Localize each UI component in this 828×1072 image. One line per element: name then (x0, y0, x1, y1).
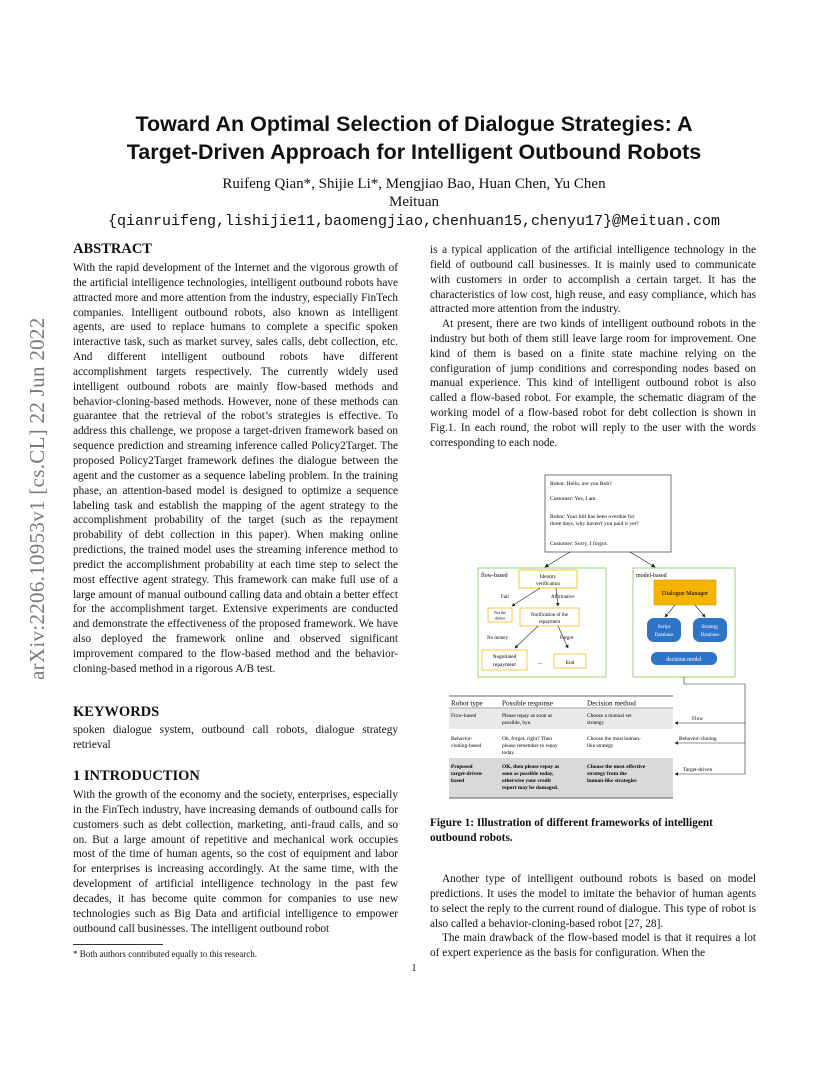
comparison-table (449, 696, 673, 798)
table-cell: report may be damaged. (502, 785, 559, 791)
keywords-text: spoken dialogue system, outbound call robots, dialogue strategy retrieval (73, 724, 398, 751)
author-list: Ruifeng Qian*, Shijie Li*, Mengjiao Bao, Huan Chen, Yu Chen (222, 176, 606, 192)
table-header-cell: Robot type (451, 699, 483, 708)
strategy-database (693, 618, 727, 642)
node-label: Identity (539, 574, 557, 580)
intro-paragraph-1: is a typical application of the artificial intelligence technology in the field of outbound call businesses. It is mainly used to communicate with customers in order to accomplish a certain target. It has the characteristics of low cost, high reuse, and easy compliance, which has attracted more attention from the industry. (430, 244, 756, 316)
abstract-text: With the rapid development of the Internet and the vigorous growth of the artificial intelligence technologies, intelligent outbound robots have attracted more and more attention from the industry, especially FinTech companies. Intelligent outbound robots, also known as intelligent agents, are used to replace humans to complete a specific spoken interactive task, such as market survey, sales calls, debt collection, etc. And different intelligent outbound robots have different accomplishment targets respectively. The currently widely used intelligent outbound robots are mainly flow-based methods and behavior-cloning-based methods. However, none of these methods can guarantee that the retrieval of the robot’s strategies is effective. To address this challenge, we propose a target-driven framework based on sequence prediction and streaming inference called Policy2Target. The proposed Policy2Target framework defines the dialogue between the agent and the customer as a sequence labeling problem. In the training phase, an attention-based model is designed to optimize a sequence labeling task and establish the mapping of the agent strategy to the accomplishment probability of the target (such as the repayment probability of debt collection in this paper). When making online predictions, the trained model uses the streaming inference method to predict the accomplishment probability at each time step to select the most effective agent strategy. This framework can make full use of a large amount of manual outbound calling data and obtain a better effect for the accomplishment target. Extensive experiments are conducted and demonstrate the effectiveness of the proposed framework. We have also deployed the framework online and observed significant improvement compared to the flow-based method and the behavior-cloning-based method in a rigorous A/B test. (73, 262, 398, 675)
table-cell: target-driven- (451, 771, 484, 777)
table-cell: Flow-based (451, 713, 477, 719)
introduction-heading: 1 INTRODUCTION (73, 768, 200, 784)
table-cell: Please repay as soon as (502, 713, 553, 719)
dialogue-line: Robot: Your bill has been overdue for (550, 514, 635, 520)
intro-paragraph-2: At present, there are two kinds of intelligent outbound robots in the industry but both of them still leave large room for improvement. One kind of them is based on a finite state machine relying on the configuration of jump conditions and corresponding nodes based on manual experience. This kind of intelligent outbound robot is also called a flow-based robot. For example, the schematic diagram of the working model of a flow-based robot for debt collection is shown in Fig.1. In each round, the robot will reply to the user with the words corresponding to each node. (430, 318, 756, 449)
table-row (449, 709, 673, 729)
node-label: verification (536, 581, 560, 587)
dialogue-line: Customer: Sorry, I forgot. (550, 541, 608, 547)
figure-1-diagram (430, 466, 756, 811)
table-cell: Choose a manual set (587, 713, 632, 719)
ellipsis: ... (538, 660, 543, 666)
table-cell: Proposed (451, 764, 473, 770)
affirmative-label: Affirmative (551, 595, 575, 600)
node-label: Strategy (701, 624, 719, 630)
target-driven-arrow-label: Target-driven (683, 767, 713, 773)
page-number: 1 (411, 963, 417, 974)
figure-1 (430, 466, 756, 811)
script-database (647, 618, 681, 642)
forgot-label: Forgot (560, 636, 574, 641)
node-label: Notification of the (531, 613, 568, 618)
email-list: {qianruifeng,lishijie11,baomengjiao,chenhuan15,chenyu17}@Meituan.com (107, 213, 721, 230)
figure-caption: Figure 1: Illustration of different frameworks of intelligent outbound robots. (430, 817, 713, 844)
node-label: repayment (493, 662, 516, 668)
keywords-heading: KEYWORDS (73, 704, 160, 720)
table-cell: like strategy (587, 743, 614, 749)
table-cell: Choose the most human- (587, 736, 641, 742)
table-cell: OK, then please repay as (502, 764, 560, 770)
table-cell: otherwise your credit (502, 778, 551, 784)
introduction-text: With the growth of the economy and the society, enterprises, especially in the FinTech industry, have increasing demands of outbound calls for customers such as debt collection, marketing, anti-fraud calls, and so on. But a large amount of repetitive and mechanical work occupies most of the time of human agents, so the cost of equipment and labor for enterprises is increasing accordingly. At the same time, with the development of artificial intelligence technology in the past few decades, it has become quite common for companies to use new technologies such as Big Data and artificial intelligence to empower outbound call businesses. The intelligent outbound robot (73, 789, 398, 935)
fail-label: Fail (501, 595, 509, 600)
table-cell: based (451, 778, 465, 784)
table-cell: possible, bye. (502, 720, 532, 726)
table-cell: soon as possible today, (502, 771, 554, 777)
dialogue-to-flow-arrow (545, 552, 570, 567)
table-cell: Choose the most effective (587, 764, 646, 770)
abstract-heading: ABSTRACT (73, 241, 152, 257)
footnote-rule (73, 944, 163, 945)
node-label: Database (700, 632, 720, 638)
table-header-cell: Possible response (502, 699, 553, 708)
node-label: debtor (494, 615, 506, 621)
paper-title (60, 110, 768, 166)
footnote: * Both authors contributed equally to this research. (73, 949, 257, 959)
node-label: Not the (494, 610, 506, 615)
affiliation: Meituan (389, 194, 439, 210)
title-line-1: Toward An Optimal Selection of Dialogue Strategies: A (135, 112, 693, 136)
node-label: Dialogue Manager (661, 590, 709, 597)
arxiv-side-stamp: arXiv:2206.10953v1 [cs.CL] 22 Jun 2022 (25, 317, 49, 680)
behavior-cloning-arrow-label: Behavior-cloning (679, 736, 717, 742)
table-cell: human-like strategies (587, 778, 637, 784)
table-cell: today. (502, 750, 515, 756)
node-label: End (565, 660, 575, 666)
intro-paragraph-4: The main drawback of the flow-based model is that it requires a lot of expert experience as the basis for configuration. When the (430, 932, 756, 959)
dialogue-line: Robot: Hello, are you Bob? (550, 481, 612, 487)
table-cell: Oh, forgot, right? Then (502, 736, 552, 742)
intro-paragraph-3: Another type of intelligent outbound robots is based on model predictions. It uses the model to imitate the behavior of human agents to select the reply to the current round of dialogue. This type of robot is also called a behavior-cloning-based robot [27, 28]. (430, 873, 756, 930)
flow-arrow-label: Flow (692, 716, 704, 722)
flow-based-label: flow-based (481, 573, 508, 579)
table-cell: strategy (587, 720, 605, 726)
node-label: Script (657, 624, 671, 630)
dialogue-to-model-arrow (630, 552, 655, 567)
table-cell: Behavior- (451, 736, 473, 742)
no-money-label: No money (487, 636, 508, 641)
node-label: Database (654, 632, 674, 638)
node-label: Negotiated (492, 654, 517, 660)
table-header-cell: Decision method (587, 699, 636, 708)
title-line-2: Target-Driven Approach for Intelligent Outbound Robots (126, 140, 702, 164)
model-based-label: model-based (636, 573, 667, 579)
node-label: repayment (538, 620, 561, 625)
dialogue-line: Customer: Yes, I am. (550, 496, 597, 502)
table-cell: please remember to repay (502, 743, 558, 749)
table-cell: cloning-based (451, 743, 482, 749)
table-cell: strategy from the (587, 771, 627, 777)
table-row (449, 730, 673, 757)
node-label: decision model (666, 657, 702, 663)
dialogue-line: three days, why haven't you paid it yet? (550, 521, 639, 527)
